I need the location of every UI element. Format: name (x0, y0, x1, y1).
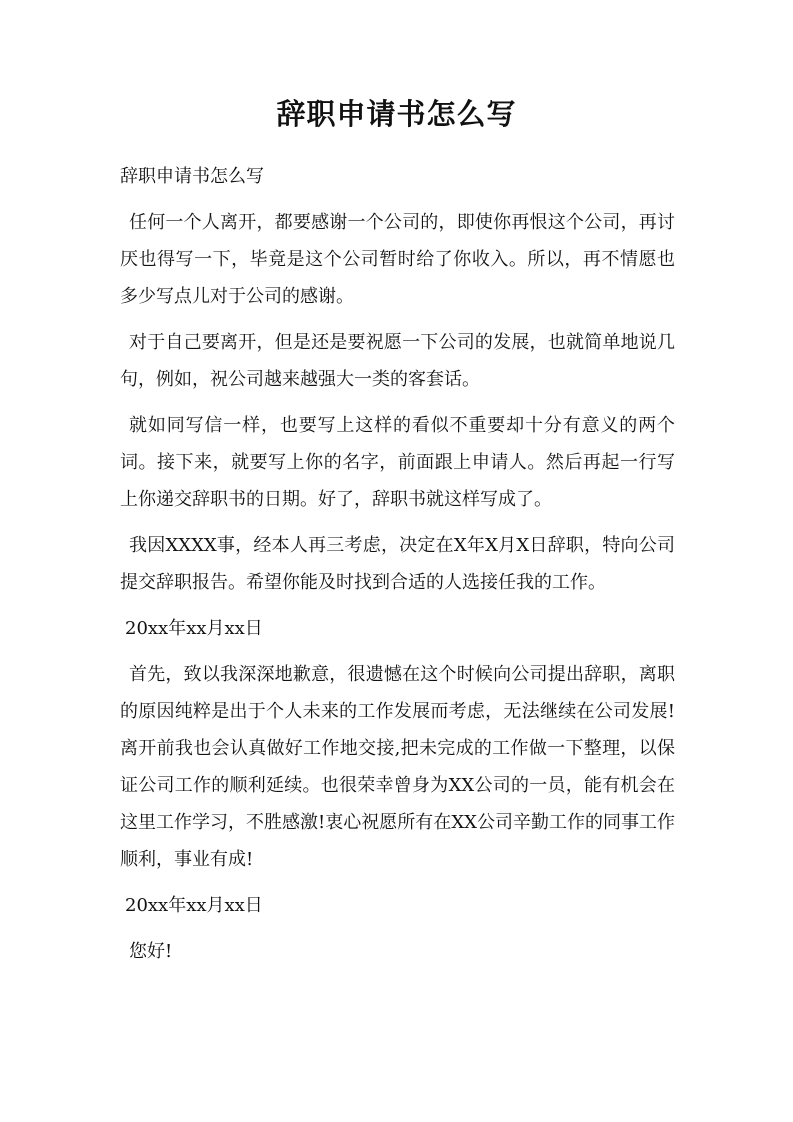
document-title: 辞职申请书怎么写 (276, 97, 517, 131)
date-line-2: 20xx年xx月xx日 (125, 895, 263, 916)
greeting-line: 您好! (129, 941, 173, 962)
date-line-1: 20xx年xx月xx日 (125, 618, 263, 639)
paragraph-wishes: 对于自己要离开，但是还是要祝愿一下公司的发展，也就简单地说几句，例如，祝公司越来越强大一类的客套话。 (120, 332, 675, 390)
document-body (120, 158, 675, 970)
document-subtitle: 辞职申请书怎么写 (120, 166, 264, 187)
paragraph-resignation: 我因XXXX事，经本人再三考虑，决定在X年X月X日辞职，特向公司提交辞职报告。希望你能及时找到合适的人选接任我的工作。 (120, 535, 675, 593)
paragraph-thanks: 任何一个人离开，都要感谢一个公司的，即使你再恨这个公司，再讨厌也得写一下，毕竟是这个公司暂时给了你收入。所以，再不情愿也多少写点儿对于公司的感谢。 (120, 212, 675, 307)
paragraph-signature: 就如同写信一样，也要写上这样的看似不重要却十分有意义的两个词。接下来，就要写上你的名字，前面跟上申请人。然后再起一行写上你递交辞职书的日期。好了，辞职书就这样写成了。 (120, 415, 675, 510)
paragraph-apology: 首先，致以我深深地歉意，很遗憾在这个时候向公司提出辞职，离职的原因纯粹是出于个人未来的工作发展而考虑，无法继续在公司发展!离开前我也会认真做好工作地交接,把未完成的工作做一下整理，以保证公司工作的顺利延续。也很荣幸曾身为XX公司的一员，能有机会在这里工作学习，不胜感激!衷心祝愿所有在XX公司辛勤工作的同事工作顺利，事业有成! (120, 664, 675, 870)
